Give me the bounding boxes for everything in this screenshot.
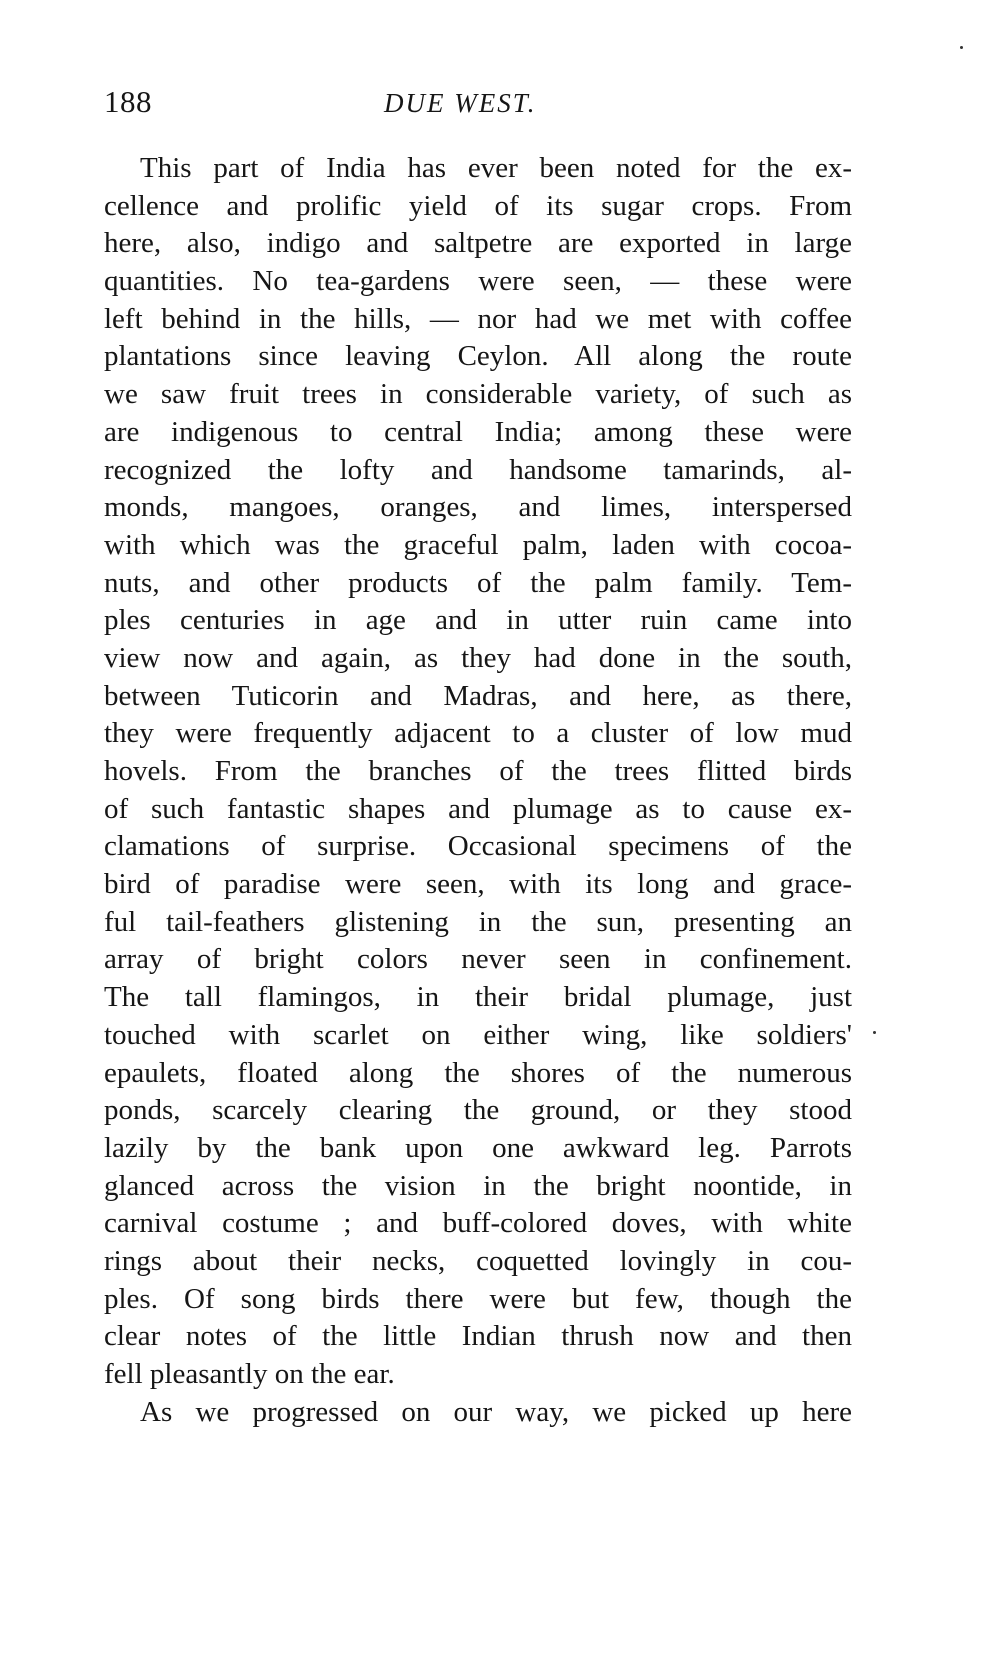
- text-line: here, also, indigo and saltpetre are exported in large: [104, 227, 852, 260]
- text-line: lazily by the bank upon one awkward leg. Parrots: [104, 1131, 852, 1164]
- text-line: ponds, scarcely clearing the ground, or they stood: [104, 1094, 852, 1127]
- text-line: glanced across the vision in the bright noontide, in: [104, 1169, 852, 1202]
- text-line: bird of paradise were seen, with its long and grace-: [104, 868, 852, 901]
- scan-speck: [873, 1031, 876, 1034]
- running-head: DUE WEST.: [384, 88, 537, 118]
- text-line: quantities. No tea-gardens were seen, — these were: [104, 265, 852, 298]
- text-line: clamations of surprise. Occasional specimens of the: [104, 830, 852, 863]
- text-line: ples centuries in age and in utter ruin came into: [104, 604, 852, 637]
- text-line: with which was the graceful palm, laden with cocoa-: [104, 528, 852, 561]
- text-line: monds, mangoes, oranges, and limes, interspersed: [104, 491, 852, 524]
- text-line: plantations since leaving Ceylon. All along the route: [104, 340, 852, 373]
- page-header: [104, 84, 854, 124]
- body-text: [104, 150, 852, 1431]
- text-line: recognized the lofty and handsome tamarinds, al-: [104, 453, 852, 486]
- text-line: they were frequently adjacent to a cluster of low mud: [104, 717, 852, 750]
- text-line: touched with scarlet on either wing, like soldiers': [104, 1018, 852, 1051]
- text-line: nuts, and other products of the palm family. Tem-: [104, 566, 852, 599]
- text-line: As we progressed on our way, we picked up here: [140, 1395, 852, 1428]
- text-line: fell pleasantly on the ear.: [104, 1358, 395, 1390]
- text-line: are indigenous to central India; among these were: [104, 415, 852, 448]
- text-line: rings about their necks, coquetted lovingly in cou-: [104, 1244, 852, 1277]
- text-line: ful tail-feathers glistening in the sun, presenting an: [104, 905, 852, 938]
- text-line: we saw fruit trees in considerable variety, of such as: [104, 378, 852, 411]
- text-line: epaulets, floated along the shores of the numerous: [104, 1056, 852, 1089]
- text-line: cellence and prolific yield of its sugar crops. From: [104, 189, 852, 222]
- text-line: array of bright colors never seen in confinement.: [104, 943, 852, 976]
- text-line: between Tuticorin and Madras, and here, as there,: [104, 679, 852, 712]
- page-number: 188: [104, 84, 152, 119]
- text-line: view now and again, as they had done in the south,: [104, 641, 852, 674]
- text-line: hovels. From the branches of the trees flitted birds: [104, 755, 852, 787]
- text-line: left behind in the hills, — nor had we met with coffee: [104, 302, 852, 335]
- text-line: This part of India has ever been noted for the ex-: [140, 152, 852, 184]
- text-line: The tall flamingos, in their bridal plumage, just: [104, 981, 852, 1014]
- text-line: carnival costume ; and buff-colored doves, with white: [104, 1207, 852, 1240]
- text-line: ples. Of song birds there were but few, though the: [104, 1282, 852, 1315]
- scan-speck: [960, 46, 963, 49]
- text-line: clear notes of the little Indian thrush now and then: [104, 1320, 852, 1353]
- text-line: of such fantastic shapes and plumage as to cause ex-: [104, 792, 852, 825]
